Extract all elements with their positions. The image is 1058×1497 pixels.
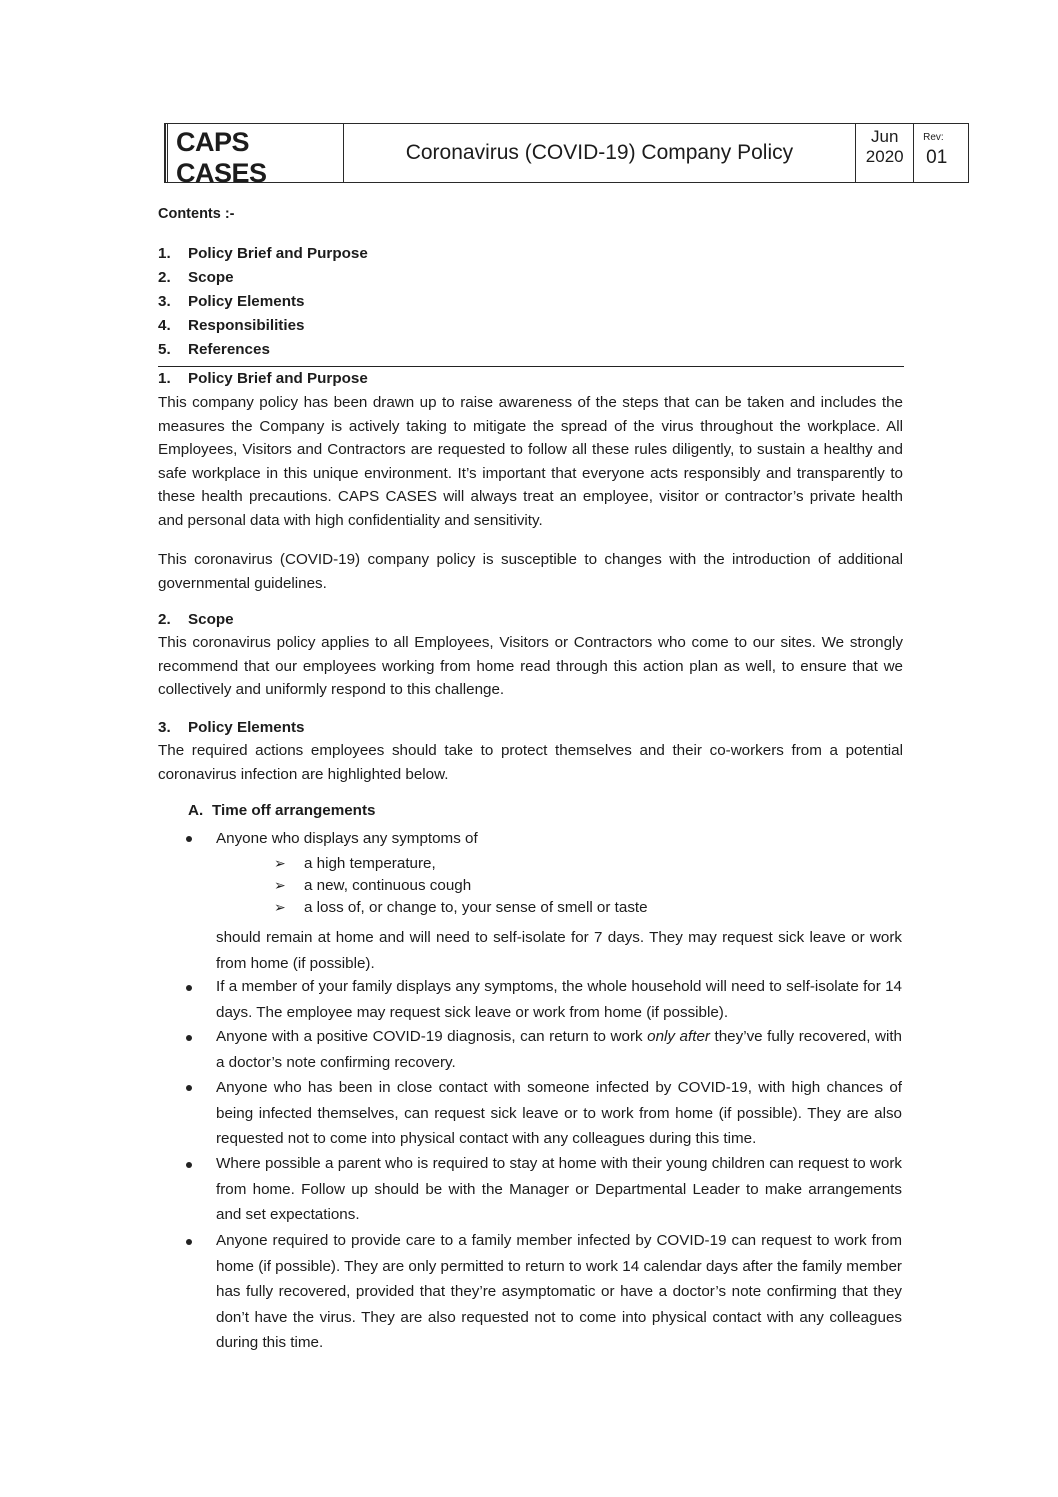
arrow-bullet-icon: ➢ xyxy=(274,855,286,871)
revision-cell xyxy=(914,124,968,182)
bullet-dot xyxy=(186,985,192,991)
table-of-contents xyxy=(158,242,368,362)
document-title: Coronavirus (COVID-19) Company Policy xyxy=(405,141,794,164)
arrow-bullet-icon: ➢ xyxy=(274,899,286,915)
bullet-dot xyxy=(186,1035,192,1041)
document-header-table xyxy=(164,123,969,188)
title-cell xyxy=(344,124,857,182)
company-logo: CAPS CASES xyxy=(176,127,267,188)
bullet-dot xyxy=(186,1085,192,1091)
subsection-heading: A. Time off arrangements xyxy=(188,802,376,819)
bullet-dot xyxy=(186,836,192,842)
bullet-text: Anyone who has been in close contact with someone infected by COVID-19, with high chances of being infected themselves, can request sick leave or to work from home (if possible). They are also requested not to come into physical contact with any colleagues during this time. xyxy=(216,1079,902,1147)
revision-label: Rev: xyxy=(923,132,944,143)
toc-item: 5. References xyxy=(158,341,270,358)
bullet-text-continued: should remain at home and will need to self-isolate for 7 days. They may request sick leave or work from home (if possible). xyxy=(216,929,902,972)
section1-paragraph-2: This coronavirus (COVID-19) company policy is susceptible to changes with the introduction of additional governmental guidelines. xyxy=(158,551,903,592)
emphasis-text: only after xyxy=(647,1028,710,1045)
section2-paragraph: This coronavirus policy applies to all Employees, Visitors or Contractors who come to our sites. We strongly recommend that our employees working from home read through this action plan as well, to ensure that we collectively and uniformly respond to this challenge. xyxy=(158,634,903,698)
symptom-item: a loss of, or change to, your sense of smell or taste xyxy=(304,899,648,916)
bullet-text: Anyone who displays any symptoms of xyxy=(216,830,478,847)
date-year: 2020 xyxy=(865,147,904,166)
bullet-dot xyxy=(186,1239,192,1245)
logo-cell xyxy=(165,124,344,188)
bullet-dot xyxy=(186,1162,192,1168)
symptom-item: a new, continuous cough xyxy=(304,877,472,894)
date-month: Jun xyxy=(871,127,899,146)
bullet-text: Anyone required to provide care to a family member infected by COVID-19 can request to work from home (if possible). They are only permitted to return to work 14 calendar days after the family member has fully recovered, provided that they’re asymptomatic or have a doctor’s note confirming that they don’t have the virus. They are also requested not to come into physical contact with any colleagues during this time. xyxy=(216,1232,902,1351)
section1-paragraph: This company policy has been drawn up to raise awareness of the steps that can be taken and includes the measures the Company is actively taking to mitigate the spread of the virus throughout the workplace. All Employees, Visitors and Contractors are requested to follow all these rules diligently, to sustain a healthy and safe workplace in this unique environment. It’s important that everyone acts responsibly and transparently to these health precautions. CAPS CASES will always treat an employee, visitor or contractor’s private health and personal data with high confidentiality and sensitivity. xyxy=(158,394,903,529)
arrow-bullet-icon: ➢ xyxy=(274,877,286,893)
bullet-text: If a member of your family displays any symptoms, the whole household will need to self-isolate for 14 days. The employee may request sick leave or work from home (if possible). xyxy=(216,978,902,1021)
revision-number: 01 xyxy=(926,147,948,168)
section3-paragraph: The required actions employees should take to protect themselves and their co-workers from a potential coronavirus infection are highlighted below. xyxy=(158,742,903,783)
toc-item: 2. Scope xyxy=(158,269,234,286)
date-cell xyxy=(856,124,914,182)
section-heading: 2. Scope xyxy=(158,611,234,628)
symptom-item: a high temperature, xyxy=(304,855,436,872)
toc-item: 4. Responsibilities xyxy=(158,317,305,334)
bullet-text: Where possible a parent who is required to stay at home with their young children can request to work from home. Follow up should be with the Manager or Departmental Leader to make arrangements and set expectations. xyxy=(216,1155,902,1223)
contents-label: Contents :- xyxy=(158,206,235,222)
toc-item: 3. Policy Elements xyxy=(158,293,305,310)
section-heading: 3. Policy Elements xyxy=(158,719,305,736)
toc-item: 1. Policy Brief and Purpose xyxy=(158,245,368,262)
bullet-text: Anyone with a positive COVID-19 diagnosis, can return to work only after they’ve fully recovered, with a doctor’s note confirming recovery. xyxy=(216,1028,902,1071)
section-heading: 1. Policy Brief and Purpose xyxy=(158,370,368,387)
